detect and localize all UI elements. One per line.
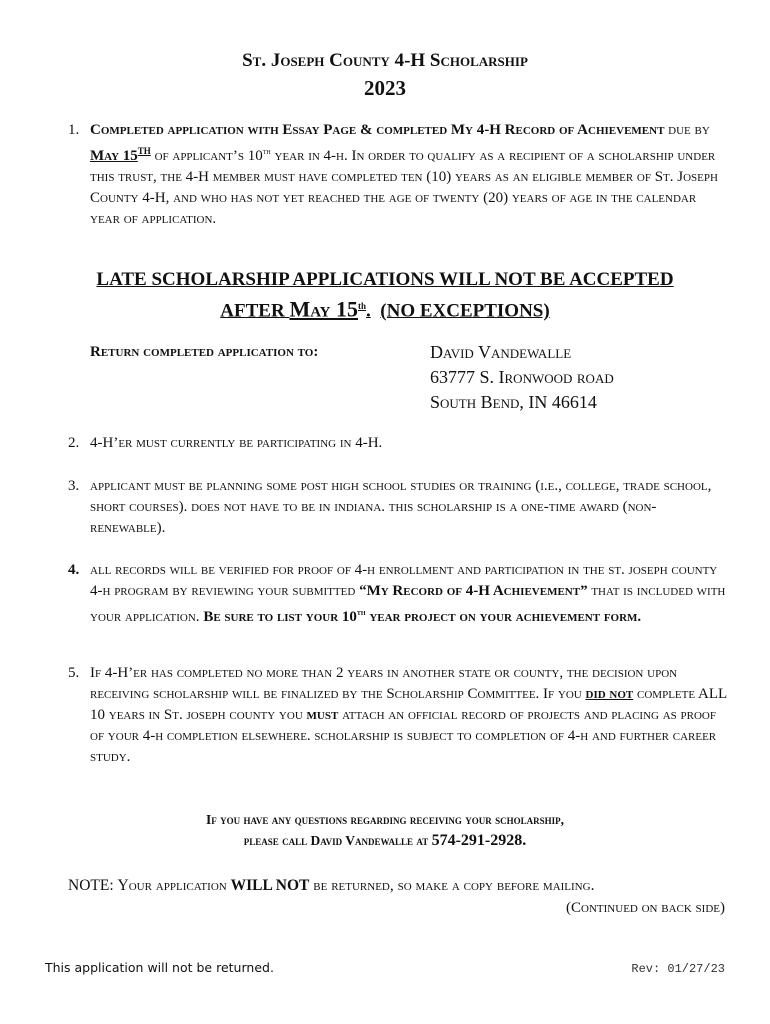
page-year: 2023 xyxy=(364,76,406,100)
item-text: year project on your achievement form. xyxy=(365,609,642,625)
item-text: due by xyxy=(664,122,710,138)
list-item xyxy=(68,120,728,230)
item-text: 4-H’er must currently be participating in 4-H. xyxy=(90,435,383,451)
questions-line1: If you have any questions regarding receiving your scholarship, xyxy=(205,812,564,827)
continued-note: (Continued on back side) xyxy=(566,900,725,916)
list-item xyxy=(68,663,728,768)
late-notice-line1: LATE SCHOLARSHIP APPLICATIONS WILL NOT BE ACCEPTED xyxy=(96,269,674,290)
phone-number: 574-291-2928. xyxy=(431,832,527,849)
superscript: th xyxy=(356,607,366,617)
item-text: attach an official record of projects and placing as proof of your 4-h completion elsewhere. scholarship is subject to completion of 4-h and further career study. xyxy=(90,707,717,765)
item-text: year in 4-h. In order to qualify as a recipient of a scholarship under this trust, the 4-H member must have completed ten (10) years as an eligible member of St. Joseph County 4-H, and who has not yet reached the age of twenty (20) years of age in the calendar year of application. xyxy=(90,148,718,227)
item-text: “My Record of 4-H Achievement” xyxy=(359,583,588,599)
list-item xyxy=(68,433,728,454)
item-text: Completed application with Essay Page & completed My 4-H Record of Achievement xyxy=(90,122,665,138)
revision-date: Rev: 01/27/23 xyxy=(631,962,725,976)
item-number: 2. xyxy=(68,435,80,451)
list-item xyxy=(68,476,728,539)
note: NOTE: Your application WILL NOT be returned, so make a copy before mailing. xyxy=(68,877,595,894)
list-item xyxy=(68,560,728,628)
item-number: 5. xyxy=(68,665,80,681)
questions-line2: please call David Vandewalle at 574-291-2928. xyxy=(243,832,527,849)
page-title: St. Joseph County 4-H Scholarship xyxy=(242,50,528,71)
address-street: 63777 S. Ironwood road xyxy=(430,367,614,387)
item-text: all records will be verified for proof of 4-h enrollment and participation in the st. joseph county 4-h program by reviewing your submitted xyxy=(90,562,718,599)
address-city: South Bend, IN 46614 xyxy=(430,392,597,412)
superscript: th xyxy=(262,146,271,156)
item-number: 1. xyxy=(68,122,80,138)
superscript: TH xyxy=(137,146,151,156)
item-text: that is included with your application. xyxy=(90,583,726,625)
late-notice-line2: AFTER May 15th. (NO EXCEPTIONS) xyxy=(220,296,550,322)
item-text: must xyxy=(306,707,339,723)
item-text: Be sure to list your 10 xyxy=(203,609,357,625)
item-number: 4. xyxy=(68,562,80,578)
address-name: David Vandewalle xyxy=(430,342,572,362)
item-text: complete ALL 10 years in St. joseph county you xyxy=(90,686,727,723)
item-text: of applicant’s 10 xyxy=(150,148,263,164)
item-text: If 4-H’er has completed no more than 2 years in another state or county, the decision upon receiving scholarship will be finalized by the Scholarship Committee. If you xyxy=(90,665,678,702)
footer-note: This application will not be returned. xyxy=(45,960,274,975)
late-notice xyxy=(0,266,770,324)
item-text: applicant must be planning some post high school studies or training (i.e., college, trade school, short courses). does not have to be in indiana. this scholarship is a one-time award (non-renewable). xyxy=(90,478,712,536)
item-text: did not xyxy=(585,686,634,702)
deadline-date: May 15 xyxy=(90,148,138,164)
item-number: 3. xyxy=(68,478,80,494)
return-label: Return completed application to: xyxy=(90,344,319,360)
